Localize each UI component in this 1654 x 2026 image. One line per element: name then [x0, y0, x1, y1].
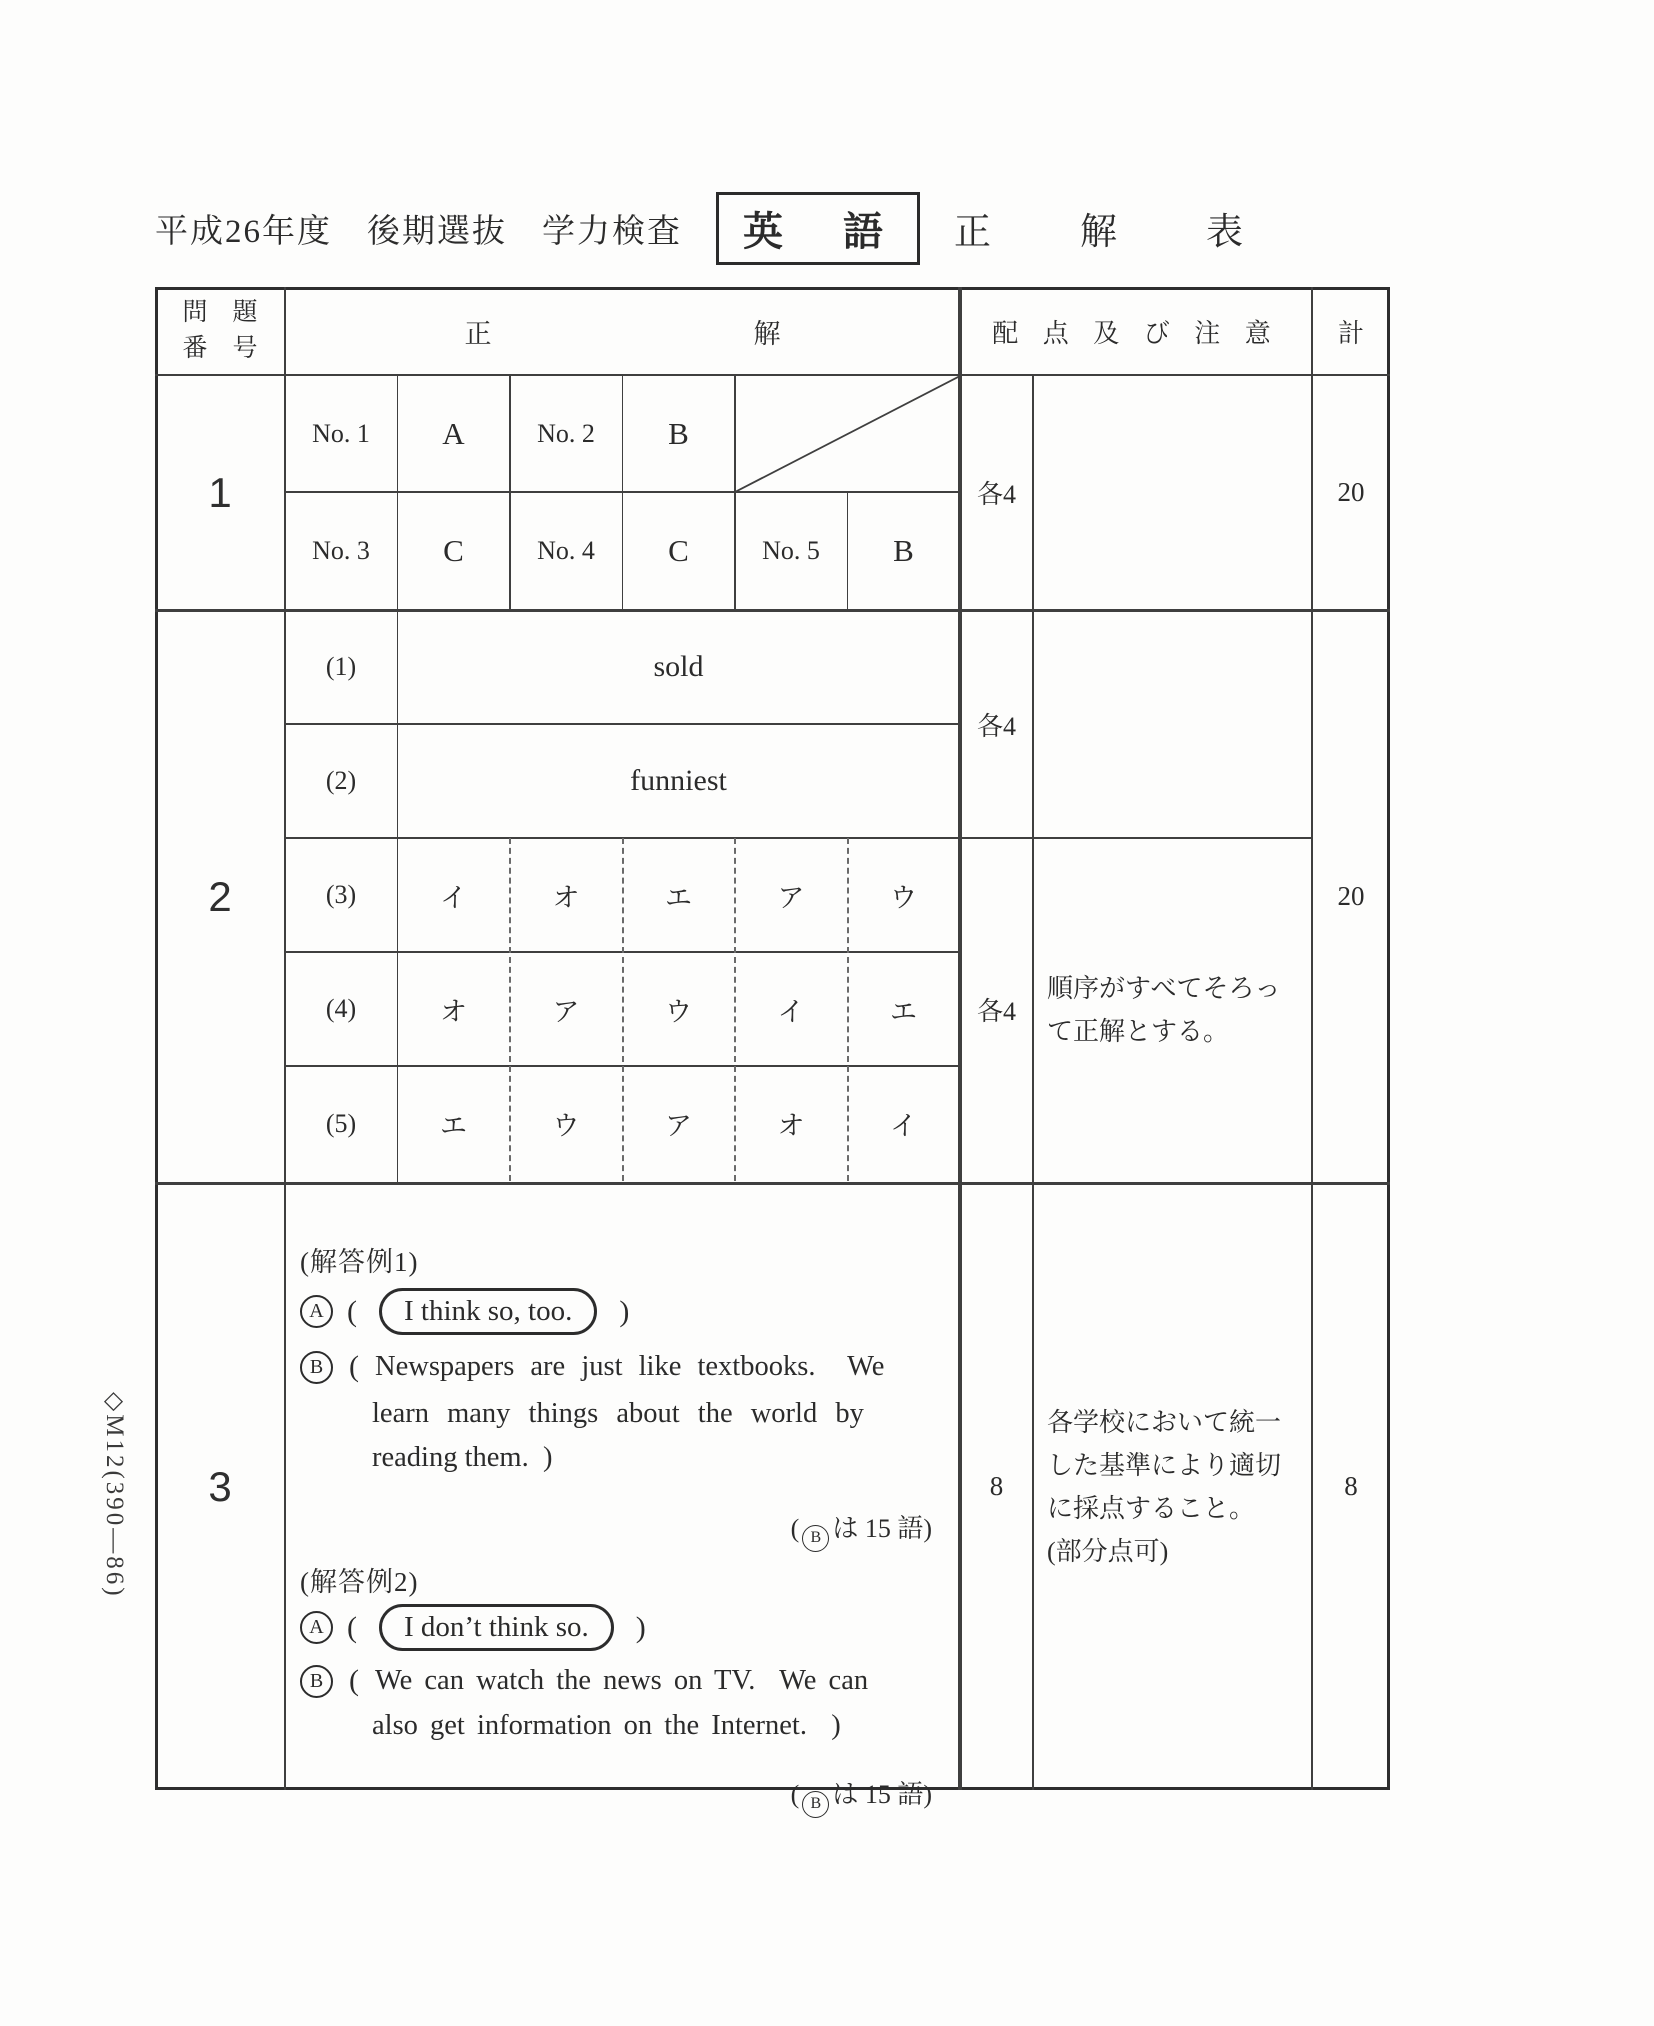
q1-no2-label: No. 2: [537, 418, 595, 448]
q2-r5-a4: オ: [777, 1111, 805, 1142]
circle-a-icon: A: [300, 1611, 333, 1644]
q3-ex1-b-line1: Newspapers are just like textbooks. We: [375, 1351, 885, 1382]
q3-note-line2: した基準により適切: [1047, 1450, 1282, 1480]
q3-example1-answer-a: [300, 1288, 629, 1335]
q1-no3-answer: C: [443, 533, 464, 568]
q2-r5-a3: ア: [665, 1111, 692, 1142]
q3-ex1-word-count: [560, 1478, 932, 1582]
circle-b-icon: B: [300, 1665, 333, 1698]
q3-note-line4: (部分点可): [1047, 1536, 1169, 1566]
q3-ex1-b-open-paren: (: [349, 1350, 359, 1383]
q3-ex1-b-line3: reading them. ): [372, 1442, 553, 1473]
q1-no1-answer: A: [442, 415, 465, 451]
q3-note-line3: に採点すること。: [1047, 1493, 1256, 1523]
q2-note: [1033, 838, 1312, 1181]
q3-ex2-a-open-paren: (: [347, 1610, 357, 1644]
q3-example1-heading: (解答例1): [300, 1247, 419, 1277]
q3-ex2-b-line2: also get information on the Internet. ): [372, 1710, 841, 1741]
q3-ex2-b-open-paren: (: [349, 1664, 359, 1697]
diagonal-blank-cell: [735, 376, 960, 492]
q3-ex2-count-text: は 15 語): [832, 1780, 932, 1809]
subject-label: 英 語: [743, 208, 893, 254]
q2-r3-a2: オ: [552, 882, 580, 914]
q2-r5-a1: エ: [440, 1111, 467, 1142]
q1-number: 1: [208, 468, 232, 516]
q3-example2-answer-b: [300, 1664, 868, 1698]
q1-no4-label: No. 4: [537, 536, 595, 565]
q1-no4-answer: C: [668, 533, 689, 568]
q2-r4-a2: ア: [552, 996, 580, 1028]
q3-ex2-word-count: [560, 1744, 932, 1848]
q2-r3-a1: イ: [440, 882, 467, 914]
q2-r5-a2: ウ: [552, 1111, 580, 1142]
q3-ex1-a-open-paren: (: [347, 1294, 357, 1328]
q3-ex2-a-close-paren: ): [635, 1610, 646, 1644]
q2-points-upper: 各4: [976, 711, 1016, 741]
q2-r3-a4: ア: [777, 882, 805, 914]
q3-points: 8: [989, 1471, 1004, 1501]
side-print-code: ◇M12(390—86): [101, 1392, 128, 1599]
q2-points-lower: 各4: [976, 997, 1016, 1026]
q2-r4-a4: イ: [777, 996, 805, 1028]
header-question-number: [155, 287, 285, 375]
title-suffix: 正 解 表: [954, 212, 1269, 253]
q2-r3-a5: ウ: [890, 882, 917, 914]
q3-ex1-b-line2: learn many things about the world by: [372, 1398, 864, 1429]
q2-r1-answer: sold: [653, 650, 704, 683]
q2-r2-answer: funniest: [630, 764, 727, 797]
title-row: [155, 190, 1269, 266]
q1-no5-label: No. 5: [762, 536, 820, 565]
header-points-note: 配 点 及 び 注 意: [992, 318, 1280, 348]
q2-r4-a5: エ: [890, 996, 917, 1028]
q1-no2-answer: B: [668, 415, 689, 451]
circle-b-small-icon: B: [802, 1525, 829, 1552]
q2-r2-label: (2): [325, 766, 357, 795]
header-correct-answer: [285, 287, 960, 375]
q1-no3-label: No. 3: [312, 536, 370, 565]
q2-r1-label: (1): [325, 652, 357, 681]
q3-ex2-count-open: (: [790, 1780, 800, 1809]
exam-title: 平成26年度 後期選抜 学力検査: [155, 213, 682, 250]
q2-note-line1: 順序がすべてそろっ: [1047, 973, 1281, 1003]
q3-example1-answer-b: [300, 1350, 884, 1384]
q3-total: 8: [1344, 1471, 1358, 1501]
q2-r4-label: (4): [325, 994, 357, 1023]
header-correct-right: 解: [753, 318, 781, 349]
q3-ex2-a-oval-answer: I don’t think so.: [379, 1604, 614, 1651]
circle-b-small-icon: B: [802, 1791, 829, 1818]
q2-r3-label: (3): [325, 880, 357, 909]
q3-ex1-a-close-paren: ): [619, 1294, 630, 1328]
circle-b-icon: B: [300, 1351, 333, 1384]
q2-number: 2: [208, 872, 232, 920]
subject-box: [716, 192, 920, 265]
q1-no1-label: No. 1: [312, 418, 370, 448]
header-qno-line1: 問 題: [182, 299, 258, 326]
q1-no5-answer: B: [893, 533, 914, 568]
q3-example2-heading: (解答例2): [300, 1567, 419, 1597]
header-total: 計: [1337, 318, 1364, 348]
q3-ex1-count-open: (: [790, 1514, 800, 1543]
circle-a-icon: A: [300, 1295, 333, 1328]
q1-total: 20: [1337, 477, 1365, 507]
header-correct-left: 正: [464, 318, 492, 349]
q2-note-line2: て正解とする。: [1047, 1016, 1230, 1046]
q3-ex1-count-text: は 15 語): [832, 1514, 932, 1543]
q2-r3-a3: エ: [665, 882, 692, 914]
q2-r5-a5: イ: [890, 1111, 917, 1142]
q2-r4-a3: ウ: [665, 996, 692, 1028]
q3-example2-answer-a: [300, 1604, 646, 1651]
q3-ex1-a-oval-answer: I think so, too.: [379, 1288, 597, 1335]
q2-total: 20: [1337, 881, 1365, 911]
q3-ex2-b-line1: We can watch the news on TV. We can: [375, 1665, 869, 1696]
header-qno-line2: 番 号: [182, 335, 258, 362]
q1-points: 各4: [976, 480, 1016, 509]
q3-number: 3: [208, 1462, 232, 1510]
q3-note: [1033, 1183, 1312, 1790]
q2-r4-a1: オ: [440, 996, 467, 1028]
q3-note-line1: 各学校において統一: [1047, 1407, 1282, 1437]
q2-r5-label: (5): [325, 1108, 357, 1138]
